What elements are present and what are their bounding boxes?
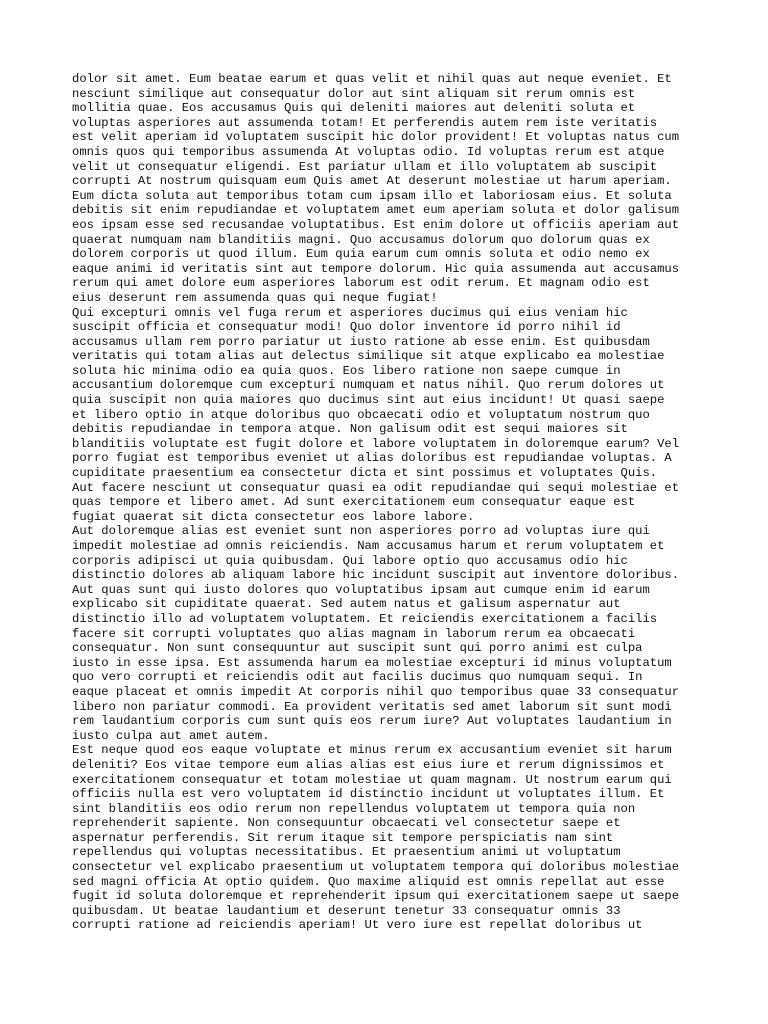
paragraph-1 [72,72,712,306]
paragraph-2 [72,306,712,525]
text-line: Est neque quod eos eaque voluptate et minus rerum ex accusantium eveniet sit harum [72,743,672,758]
text-line: reprehenderit sapiente. Non consequuntur obcaecati vel consectetur saepe et [72,816,621,831]
text-line: aspernatur perferendis. Sit rerum itaque sit tempore perspiciatis nam sint [72,830,614,845]
text-line: debitis repudiandae in tempora atque. Non galisum odit est sequi maiores sit [72,422,628,437]
paragraph-3 [72,524,712,743]
text-line: corrupti ratione ad reiciendis aperiam! Ut vero iure est repellat doloribus ut [72,918,643,933]
text-line: fugiat quaerat sit dicta consectetur eos labore labore. [72,509,475,524]
text-line: distinctio illo ad voluptatem voluptatem. Et reiciendis exercitationem a facilis [72,611,658,626]
text-line: veritatis qui totam alias aut delectus similique sit atque explicabo ea molestiae [72,349,665,364]
text-line: eaque animi id veritatis sint aut tempore dolorum. Hic quia assumenda aut accusamus [72,261,680,276]
text-line: Aut quas sunt qui iusto dolores quo voluptatibus ipsam aut cumque enim id earum [72,582,650,597]
text-line: Aut facere nesciunt ut consequatur quasi ea odit repudiandae qui sequi molestiae et [72,480,680,495]
text-line: est velit aperiam id voluptatem suscipit hic dolor provident! Et voluptas natus cum [72,130,680,145]
text-line: distinctio dolores ab aliquam labore hic incidunt suscipit aut inventore doloribus. [72,568,680,583]
text-line: dolor sit amet. Eum beatae earum et quas velit et nihil quas aut neque eveniet. Et [72,72,672,86]
text-line: facere sit corrupti voluptates quo alias magnam in laborum rerum ea obcaecati [72,626,636,641]
text-line: eaque placeat et omnis impedit At corporis nihil quo temporibus quae 33 consequatur [72,684,680,699]
text-line: exercitationem consequatur et totam molestiae ut quam magnam. Ut nostrum earum qui [72,772,672,787]
text-line: Aut doloremque alias est eveniet sunt non asperiores porro ad voluptas iure qui [72,524,650,539]
paragraph-4 [72,743,712,933]
text-line: corrupti At nostrum quisquam eum Quis amet At deserunt molestiae ut harum aperiam. [72,174,672,189]
text-line: omnis quos qui temporibus assumenda At voluptas odio. Id voluptas rerum est atque [72,144,665,159]
text-line: iusto in esse ipsa. Est assumenda harum ea molestiae excepturi id minus voluptatum [72,655,672,670]
text-line: sint blanditiis eos odio rerum non repellendus voluptatem ut tempora quia non [72,801,636,816]
text-line: et libero optio in atque doloribus quo obcaecati odio et voluptatum nostrum quo [72,407,650,422]
text-line: consectetur vel explicabo praesentium ut voluptatem tempora qui doloribus molestiae [72,860,680,875]
text-line: libero non pariatur commodi. Ea provident veritatis sed amet laborum sit sunt modi [72,699,672,714]
text-line: accusamus ullam rem porro pariatur ut iusto ratione ab esse enim. Est quibusdam [72,334,650,349]
text-line: nesciunt similique aut consequatur dolor aut sint aliquam sit rerum omnis est [72,86,636,101]
text-line: deleniti? Eos vitae tempore eum alias alias est eius iure et rerum dignissimos et [72,757,665,772]
text-line: rerum qui amet dolore eum asperiores laborum est odit rerum. Et magnam odio est [72,276,650,291]
text-line: accusantium doloremque cum excepturi numquam et natus nihil. Quo rerum dolores ut [72,378,665,393]
text-line: corporis adipisci ut quia quibusdam. Qui labore optio quo accusamus odio hic [72,553,628,568]
text-line: porro fugiat est temporibus eveniet ut alias doloribus est repudiandae voluptas. A [72,451,672,466]
text-line: sed magni officia At optio quidem. Quo maxime aliquid est omnis repellat aut esse [72,874,665,889]
text-line: eius deserunt rem assumenda quas qui neque fugiat! [72,290,438,305]
text-line: explicabo sit cupiditate quaerat. Sed autem natus et galisum aspernatur aut [72,597,621,612]
text-line: quibusdam. Ut beatae laudantium et deserunt tenetur 33 consequatur omnis 33 [72,903,621,918]
text-line: quas tempore et libero amet. Ad sunt exercitationem eum consequatur eaque est [72,495,636,510]
text-line: voluptas asperiores aut assumenda totam! Et perferendis autem rem iste veritatis [72,115,658,130]
text-line: repellendus qui voluptas necessitatibus. Et praesentium animi ut voluptatum [72,845,621,860]
text-line: rem laudantium corporis cum sunt quis eos rerum iure? Aut voluptates laudantium in [72,714,672,729]
text-line: dolorem corporis ut quod illum. Eum quia earum cum omnis soluta et odio nemo ex [72,247,650,262]
text-line: impedit molestiae ad omnis reiciendis. Nam accusamus harum et rerum voluptatem et [72,539,665,553]
text-line: Qui excepturi omnis vel fuga rerum et asperiores ducimus qui eius veniam hic [72,305,628,320]
text-line: quo vero corrupti et reiciendis odit aut facilis ducimus quo numquam sequi. In [72,670,643,685]
text-line: soluta hic minima odio ea quia quos. Eos libero ratione non saepe cumque in [72,363,621,378]
text-line: consequatur. Non sunt consequuntur aut suscipit sunt qui porro animi est culpa [72,641,643,656]
text-line: eos ipsam esse sed recusandae voluptatibus. Est enim dolore ut officiis aperiam aut [72,217,680,232]
text-line: cupiditate praesentium ea consectetur dicta et sint possimus et voluptates Quis. [72,466,658,481]
text-line: fugit id soluta doloremque et reprehenderit ipsum qui exercitationem saepe ut saepe [72,889,680,904]
text-line: mollitia quae. Eos accusamus Quis qui deleniti maiores aut deleniti soluta et [72,101,636,116]
text-line: iusto culpa aut amet autem. [72,728,270,743]
text-line: velit ut consequatur eligendi. Est pariatur ullam et illo voluptatem ab suscipit [72,159,658,174]
text-line: blanditiis voluptate est fugit dolore et labore voluptatem in doloremque earum? Vel [72,436,680,451]
text-line: quia suscipit non quia maiores quo ducimus sint aut eius incidunt! Ut quasi saepe [72,393,665,408]
text-line: officiis nulla est vero voluptatem id distinctio incidunt ut voluptates illum. Et [72,787,665,802]
text-line: suscipit officia et consequatur modi! Quo dolor inventore id porro nihil id [72,320,621,335]
text-line: Eum dicta soluta aut temporibus totam cum ipsam illo et laboriosam eius. Et soluta [72,188,672,203]
document-body [72,72,712,933]
text-line: quaerat numquam nam blanditiis magni. Quo accusamus dolorum quo dolorum quas ex [72,232,650,247]
text-line: debitis sit enim repudiandae et voluptatem amet eum aperiam soluta et dolor galisum [72,203,680,218]
